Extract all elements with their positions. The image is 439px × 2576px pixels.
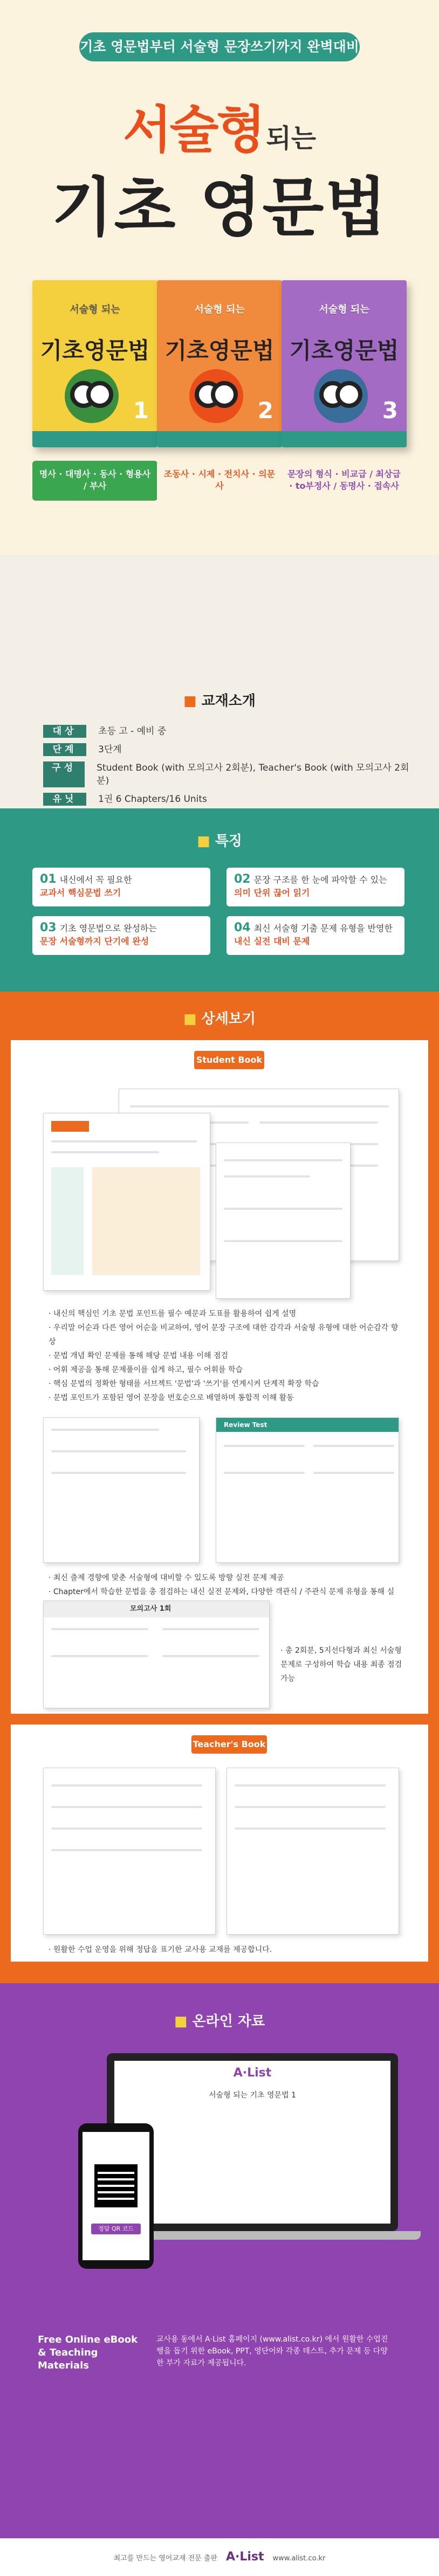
book-band <box>157 431 282 447</box>
teacher-book-panel <box>11 1725 428 1962</box>
info-rows <box>43 725 410 808</box>
book-band <box>32 431 157 447</box>
info-row: 구성 Student Book (with 모의고사 2회분), Teacher's Book (with 모의고사 2회분) <box>43 761 410 787</box>
student-book-notes: · 내신의 핵심인 기초 문법 포인트를 필수 예문과 도표를 활용하여 쉽게 설명 · 우리말 어순과 다른 영어 어순을 비교하여, 영어 문장 구조에 대한 감각과 서술형 유형에 대한 어순감각 향상 · 문법 개념 확인 문제를 통해 해당 문법 내용 이해 점검 · 어휘 제공을 통해 문제풀이를 쉽게 하고, 필수 어휘를 학습 · 핵심 문법의 정확한 형태를 서브젝트 '문법'과 '쓰기'를 연계시켜 단계적 확장 학습 · 문법 포인트가 포함된 영어 문장을 번호순으로 배열하며 통합적 이해 활동 <box>49 1310 399 1402</box>
book-title: 기초영문법 <box>40 337 150 364</box>
title-big: 서술형 <box>122 101 264 160</box>
sample-page <box>43 1768 216 1935</box>
book-icon: ■ <box>197 833 215 849</box>
footer-logo: A·List <box>225 2550 264 2564</box>
detail-section <box>0 992 439 1983</box>
sample-page <box>216 1142 351 1299</box>
book-title: 기초영문법 <box>289 337 399 364</box>
book-cover-1: 서술형 되는 기초영문법 1 <box>32 280 157 447</box>
book-1-topics: 명사 · 대명사 · 동사 · 형용사 / 부사 <box>32 461 157 501</box>
footer-url[interactable]: www.alist.co.kr <box>272 2554 326 2563</box>
title-line-1 <box>0 89 439 162</box>
info-section <box>0 555 439 808</box>
sample-page: Review Test <box>216 1417 399 1563</box>
features-section <box>0 808 439 992</box>
online-description: 교사용 동에서 A·List 홈페이지 (www.alist.co.kr) 에서 원활한 수업진행을 돕기 위한 eBook, PPT, 영단어와 각종 테스트, 추가 문제 등 다양한 부가 자료가 제공됩니다. <box>156 2335 388 2367</box>
qr-code-icon <box>94 2164 138 2207</box>
footer: 최고를 만드는 영어교재 전문 출판 A·List www.alist.co.kr <box>0 2538 439 2576</box>
screen-title: 서술형 되는 기초 영문법 1 <box>209 2091 296 2100</box>
book-number: 2 <box>257 397 273 424</box>
sample-page <box>43 1113 210 1291</box>
teacher-book-note: · 원활한 수업 운영을 위해 정답을 표기한 교사용 교재를 제공합니다. <box>49 1945 272 1954</box>
student-book-panel <box>11 1040 428 1714</box>
book-icon: ■ <box>183 1011 202 1027</box>
book-number: 1 <box>133 397 149 424</box>
title-small: 되는 <box>266 123 317 154</box>
phone-illustration <box>78 2123 154 2269</box>
qr-label: 정답 QR 코드 <box>91 2224 141 2234</box>
features-heading: ■ 특징 <box>197 833 242 849</box>
feature-item: 01 내신에서 꼭 필요한 교과서 핵심문법 쓰기 <box>32 868 210 906</box>
owl-icon <box>314 369 368 423</box>
info-row: 대상 초등 고 - 예비 중 <box>43 725 410 738</box>
book-band <box>282 431 407 447</box>
tagline-banner: 기초 영문법부터 서술형 문장쓰기까지 완벽대비 <box>79 32 360 61</box>
book-icon: ■ <box>174 2013 193 2030</box>
info-row: 단계 3단계 <box>43 743 410 756</box>
sample-page <box>43 1417 200 1563</box>
info-heading: ■ 교재소개 <box>183 693 256 709</box>
exam-note: · 총 2회분, 5지선다형과 최신 서술형 문제로 구성하여 학습 내용 최종 점검 가능 <box>280 1646 402 1683</box>
owl-icon <box>65 369 119 423</box>
screen-logo: A·List <box>233 2066 272 2080</box>
hero-section <box>0 0 439 555</box>
book-cover-3: 서술형 되는 기초영문법 3 <box>282 280 407 447</box>
online-title: Free Online eBook & Teaching Materials <box>38 2334 138 2371</box>
book-3-topics: 문장의 형식 · 비교급 / 최상급 · to부정사 / 동명사 · 접속사 <box>282 461 407 501</box>
book-title: 기초영문법 <box>164 337 275 364</box>
feature-item: 02 문장 구조를 한 눈에 파악할 수 있는 의미 단위 끊어 읽기 <box>227 868 404 906</box>
online-heading: ■ 온라인 자료 <box>174 2013 265 2030</box>
info-row: 유닛 1권 6 Chapters/16 Units <box>43 793 410 806</box>
title-line-2: 기초 영문법 <box>51 170 388 245</box>
owl-icon <box>189 369 243 423</box>
detail-heading: ■ 상세보기 <box>183 1011 256 1027</box>
book-cover-2: 서술형 되는 기초영문법 2 <box>157 280 282 447</box>
book-2-topics: 조동사 · 시제 · 전치사 · 의문사 <box>157 461 282 501</box>
review-notes: · 최신 출제 경향에 맞춘 서술형에 대비할 수 있도록 방향 실전 문제 제공 · Chapter에서 학습한 문법을 총 점검하는 내신 실전 문제와, 다양한 객관식 / 주관식 문제 유형을 통해 실 <box>49 1574 395 1596</box>
teacher-book-tag: Teacher's Book <box>191 1735 267 1754</box>
feature-item: 04 최신 서술형 기출 문제 유형을 반영한 내신 실전 대비 문제 <box>227 916 404 955</box>
sample-page <box>227 1768 399 1935</box>
student-book-tag: Student Book <box>194 1051 264 1069</box>
feature-item: 03 기초 영문법으로 완성하는 문장 서술형까지 단기에 완성 <box>32 916 210 955</box>
sample-page: 모의고사 1회 <box>43 1601 270 1708</box>
online-section <box>0 1983 439 2576</box>
book-icon: ■ <box>183 693 202 709</box>
book-number: 3 <box>382 397 398 424</box>
